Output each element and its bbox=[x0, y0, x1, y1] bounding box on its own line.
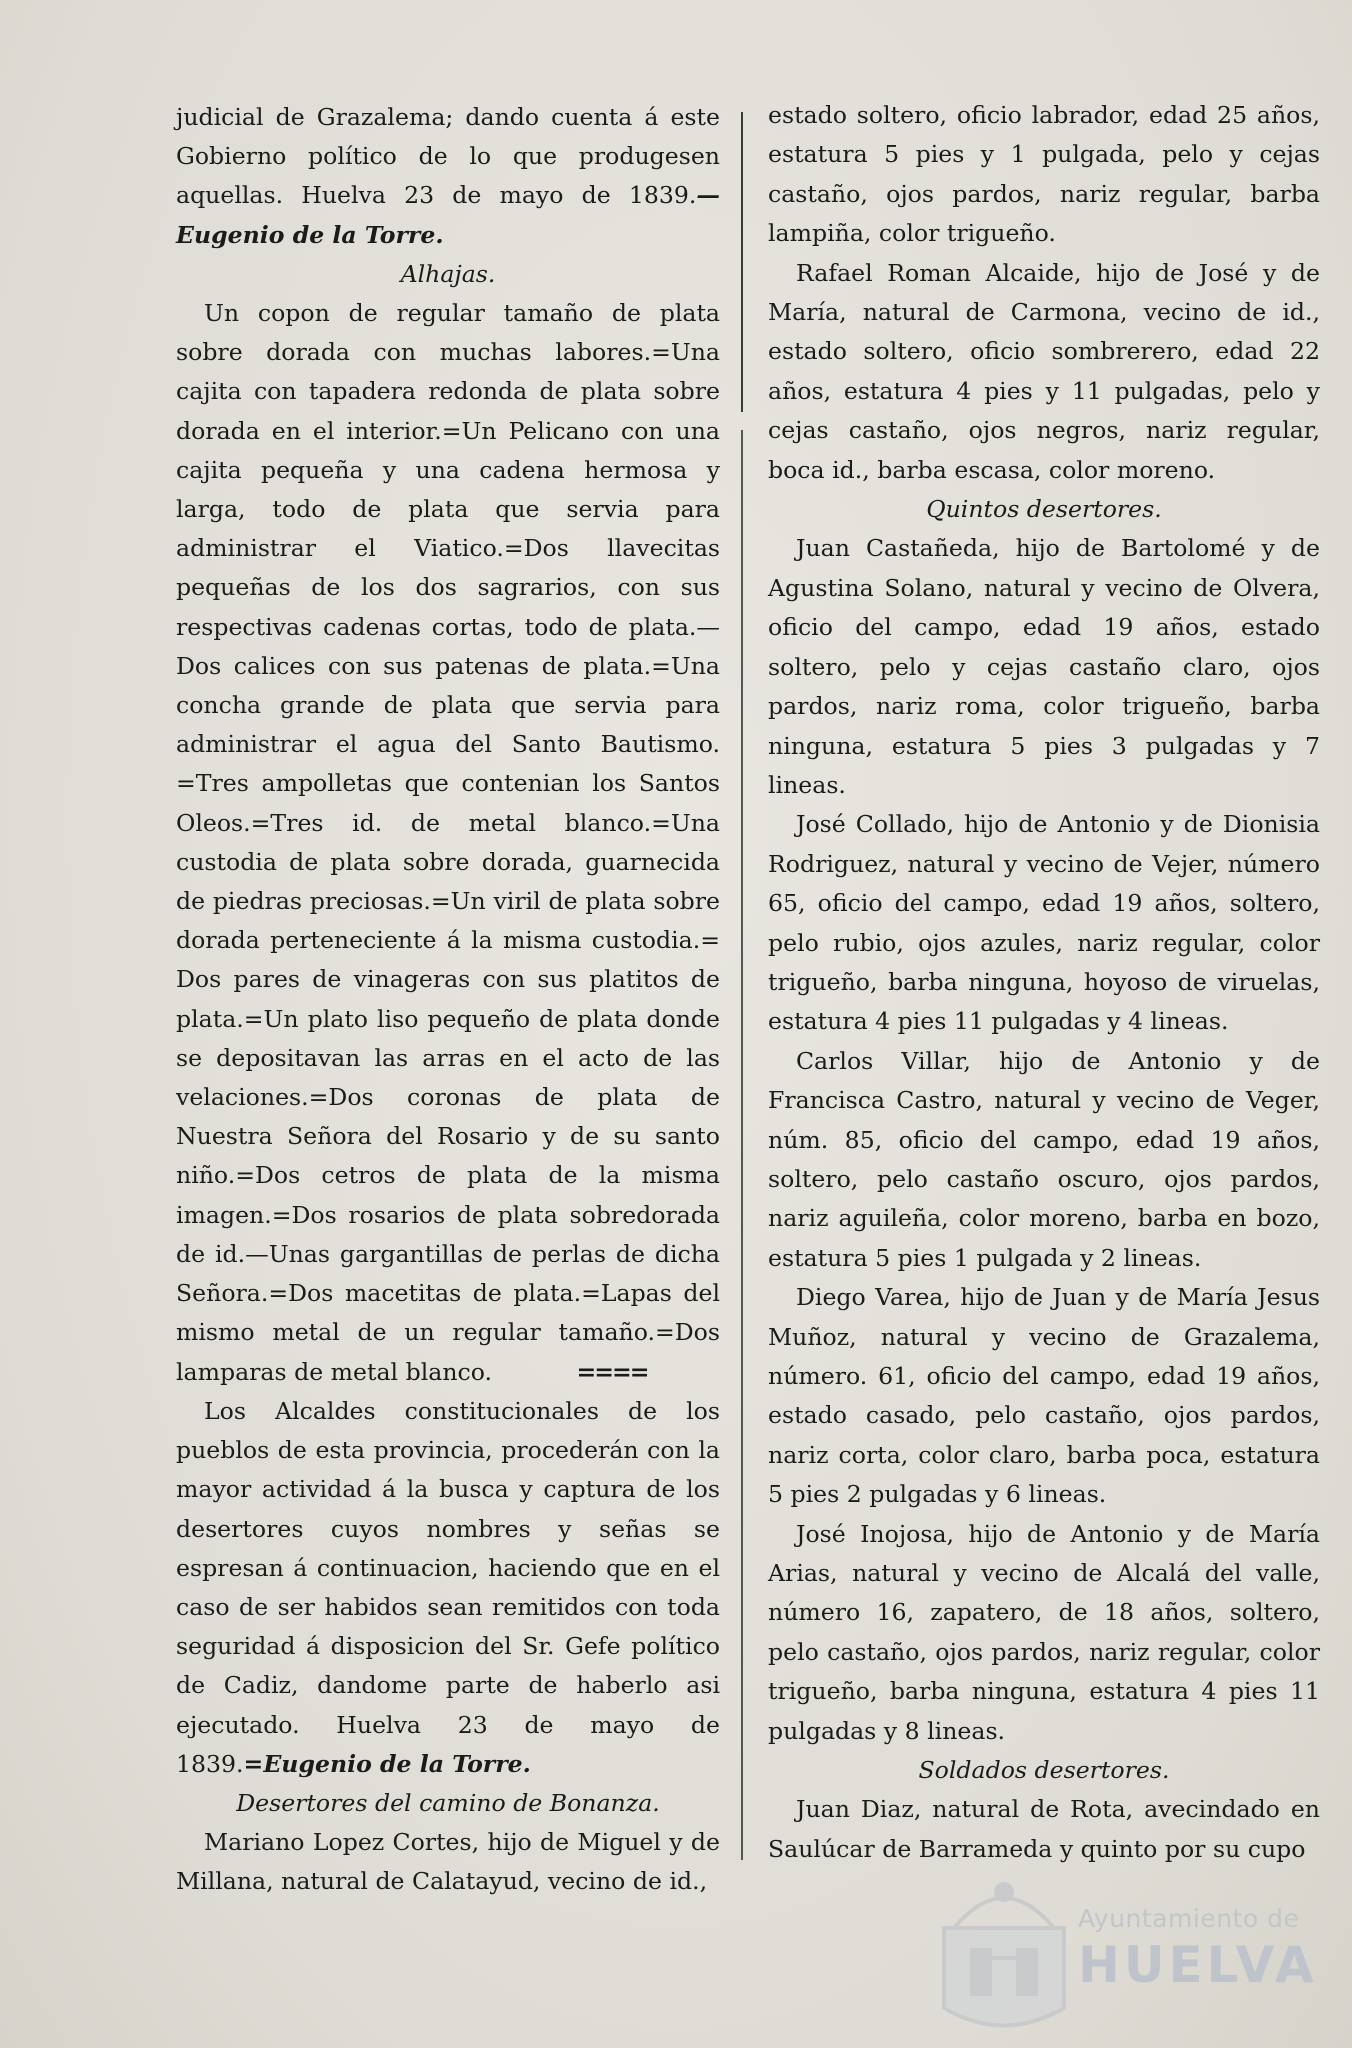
left-paragraph-1: judicial de Grazalema; dando cuenta á este Gobierno político de lo que produgesen aquellas. Huelva 23 de mayo de 1839.—Eugenio de la Torre. bbox=[176, 103, 720, 249]
heading-soldados: Soldados desertores. bbox=[918, 1756, 1170, 1785]
signature: =Eugenio de la Torre. bbox=[243, 1749, 531, 1778]
signature: —Eugenio de la Torre. bbox=[176, 181, 720, 249]
left-paragraph-mariano: Mariano Lopez Cortes, hijo de Miguel y de Millana, natural de Calatayud, vecino de id., bbox=[176, 1828, 720, 1896]
watermark-line-2: HUELVA bbox=[1078, 1936, 1318, 1994]
alhajas-list: Un copon de regular tamaño de plata sobre dorada con muchas labores.=Una cajita con tapadera redonda de plata sobre dorada en el interior.=Un Pelicano con una cajita pequeña y una cadena hermosa y larga, todo de plata que servia para administrar el Viatico.=Dos llavecitas pequeñas de los dos sagrarios, con sus respectivas cadenas cortas, todo de plata.—Dos calices con sus patenas de plata.=Una concha grande de plata que servia para administrar el agua del Santo Bautismo. =Tres ampolletas que contenian los Santos Oleos.=Tres id. de metal blanco.=Una custodia de plata sobre dorada, guarnecida de piedras preciosas.=Un viril de plata sobre dorada perteneciente á la misma custodia.= Dos pares de vinageras con sus platitos de plata.=Un plato liso pequeño de plata donde se depositavan las arras en el acto de las velaciones.=Dos coronas de plata de Nuestra Señora del Rosario y de su santo niño.=Dos cetros de plata de la misma imagen.=Dos rosarios de plata sobredorada de id.—Unas gargantillas de perlas de dicha Señora.=Dos macetitas de plata.=Lapas del mismo metal de un regular tamaño.=Dos lamparas de metal blanco. bbox=[176, 299, 720, 1386]
right-paragraph-rafael: Rafael Roman Alcaide, hijo de José y de María, natural de Carmona, vecino de id., estado soltero, oficio sombrerero, edad 22 años, estatura 4 pies y 11 pulgadas, pelo y cejas castaño, ojos negros, nariz regular, boca id., barba escasa, color moreno. bbox=[768, 258, 1320, 484]
heading-quintos: Quintos desertores. bbox=[926, 495, 1162, 524]
right-paragraph-collado: José Collado, hijo de Antonio y de Dionisia Rodriguez, natural y vecino de Vejer, número 65, oficio del campo, edad 19 años, soltero, pelo rubio, ojos azules, nariz regular, color trigueño, barba ninguna, hoyoso de viruelas, estatura 4 pies 11 pulgadas y 4 lineas. bbox=[768, 810, 1320, 1036]
right-paragraph-1: estado soltero, oficio labrador, edad 25 años, estatura 5 pies y 1 pulgada, pelo y cejas castaño, ojos pardos, nariz regular, barba lampiña, color trigueño. bbox=[768, 101, 1320, 248]
right-paragraph-diaz: Juan Diaz, natural de Rota, avecindado en Saulúcar de Barrameda y quinto por su cupo bbox=[768, 1795, 1320, 1863]
watermark-line-1: Ayuntamiento de bbox=[1078, 1904, 1300, 1933]
left-paragraph-alcaldes: Los Alcaldes constitucionales de los pueblos de esta provincia, procederán con la mayor actividad á la busca y captura de los desertores cuyos nombres y señas se espresan á continuacion, haciendo que en el caso de ser habidos sean remitidos con toda seguridad á disposicion del Sr. Gefe político de Cadiz, dandome parte de haberlo asi ejecutado. Huelva 23 de mayo de 1839.=Eugenio de la Torre. bbox=[176, 1396, 720, 1778]
column-rule-top bbox=[741, 112, 743, 412]
heading-alhajas: Alhajas. bbox=[400, 259, 496, 288]
left-column bbox=[176, 98, 720, 1902]
separator: ==== bbox=[576, 1357, 648, 1386]
right-paragraph-inojosa: José Inojosa, hijo de Antonio y de María Arias, natural y vecino de Alcalá del valle, número 16, zapatero, de 18 años, soltero, pelo castaño, ojos pardos, nariz regular, color trigueño, barba ninguna, estatura 4 pies 11 pulgadas y 8 lineas. bbox=[768, 1519, 1320, 1745]
right-paragraph-castaneda: Juan Castañeda, hijo de Bartolomé y de Agustina Solano, natural y vecino de Olvera, oficio del campo, edad 19 años, estado soltero, pelo y cejas castaño claro, ojos pardos, nariz roma, color trigueño, barba ninguna, estatura 5 pies 3 pulgadas y 7 lineas. bbox=[768, 534, 1320, 799]
right-column bbox=[768, 96, 1320, 1869]
heading-bonanza: Desertores del camino de Bonanza. bbox=[236, 1788, 660, 1817]
right-paragraph-varea: Diego Varea, hijo de Juan y de María Jesus Muñoz, natural y vecino de Grazalema, número. 61, oficio del campo, edad 19 años, estado casado, pelo castaño, ojos pardos, nariz corta, color claro, barba poca, estatura 5 pies 2 pulgadas y 6 lineas. bbox=[768, 1283, 1320, 1509]
right-paragraph-villar: Carlos Villar, hijo de Antonio y de Francisca Castro, natural y vecino de Veger, núm. 85, oficio del campo, edad 19 años, soltero, pelo castaño oscuro, ojos pardos, nariz aguileña, color moreno, barba en bozo, estatura 5 pies 1 pulgada y 2 lineas. bbox=[768, 1046, 1320, 1272]
column-rule bbox=[741, 430, 743, 1860]
